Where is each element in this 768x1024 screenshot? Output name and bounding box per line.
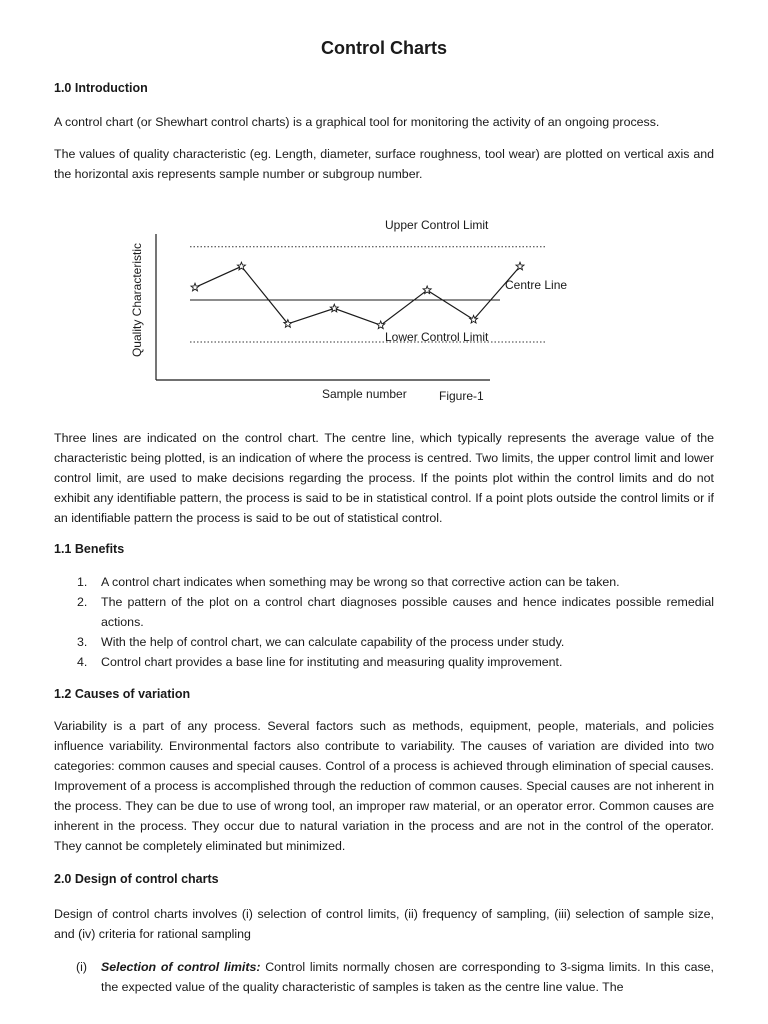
y-axis-label: Quality Characteristic: [130, 242, 144, 358]
data-point-2: [237, 262, 245, 270]
ucl-label: Upper Control Limit: [385, 218, 489, 232]
design-item-i: [76, 957, 714, 997]
design-item-body: [76, 957, 714, 997]
data-point-4: [330, 304, 338, 312]
intro-heading: 1.0 Introduction: [54, 81, 148, 95]
data-point-5: [377, 321, 385, 329]
list-item: [54, 592, 714, 632]
causes-paragraph: Variability is a part of any process. Several factors such as methods, equipment, people, materials, and policies influence variability. Environmental factors also contribute to variability. The causes of variation are divided into two categories: common causes and special causes. Control of a process is achieved through elimination of special causes. Improvement of a process is accomplished through the reduction of common causes. Special causes are not inherent in the process. They can be due to use of wrong tool, an improper raw material, or an operator error. Common causes are inherent in the process. They occur due to natural variation in the process and are not in the control of the operator. They cannot be completely eliminated but minimized.: [54, 719, 714, 853]
list-item: [54, 572, 714, 592]
x-axis-label: Sample number: [322, 387, 407, 401]
intro-paragraph-1: A control chart (or Shewhart control charts) is a graphical tool for monitoring the activity of an ongoing process.: [54, 115, 660, 129]
figure-caption: Figure-1: [439, 389, 484, 403]
list-number: 1.: [77, 575, 88, 589]
design-item-text: Control limits normally chosen are corresponding to 3-sigma limits. In this case, the expected value of the quality characteristic of samples is taken as the centre line value. The: [101, 960, 714, 994]
list-number: 4.: [77, 655, 88, 669]
list-text: The pattern of the plot on a control chart diagnoses possible causes and hence indicates possible remedial actions.: [101, 595, 714, 629]
series-line: [195, 266, 520, 325]
list-text: With the help of control chart, we can calculate capability of the process under study.: [101, 635, 565, 649]
design-heading: 2.0 Design of control charts: [54, 872, 219, 886]
page-title: Control Charts: [321, 38, 447, 58]
intro-paragraph-2: The values of quality characteristic (eg. Length, diameter, surface roughness, tool wear) are plotted on vertical axis and the horizontal axis represents sample number or subgroup number.: [54, 147, 714, 181]
benefits-list: [54, 572, 714, 672]
list-number: 2.: [77, 595, 88, 609]
data-points: [191, 262, 524, 328]
data-point-8: [516, 262, 524, 270]
control-chart-figure: [0, 200, 768, 410]
list-item: [54, 632, 714, 652]
roman-numeral: (i): [76, 960, 88, 974]
design-item-lead: Selection of control limits:: [101, 960, 261, 974]
causes-heading: 1.2 Causes of variation: [54, 687, 191, 701]
list-text: Control chart provides a base line for instituting and measuring quality improvement.: [101, 655, 563, 669]
list-text: A control chart indicates when something may be wrong so that corrective action can be taken.: [101, 575, 620, 589]
design-paragraph: Design of control charts involves (i) selection of control limits, (ii) frequency of sampling, (iii) selection of sample size, and (iv) criteria for rational sampling: [54, 907, 714, 941]
centre-line-label: Centre Line: [505, 278, 568, 292]
list-number: 3.: [77, 635, 88, 649]
chart-explanation-paragraph: Three lines are indicated on the control chart. The centre line, which typically represents the average value of the characteristic being plotted, is an indication of where the process is centred. Two limits, the upper control limit and lower control limit, are used to make decisions regarding the process. If the points plot within the control limits and do not exhibit any identifiable pattern, the process is said to be in statistical control. If a point plots outside the control limits or if an identifiable pattern the process is said to be out of statistical control.: [54, 431, 714, 525]
benefits-heading: 1.1 Benefits: [54, 542, 125, 556]
data-point-1: [191, 283, 199, 291]
lcl-label: Lower Control Limit: [385, 330, 489, 344]
list-item: [54, 652, 714, 672]
